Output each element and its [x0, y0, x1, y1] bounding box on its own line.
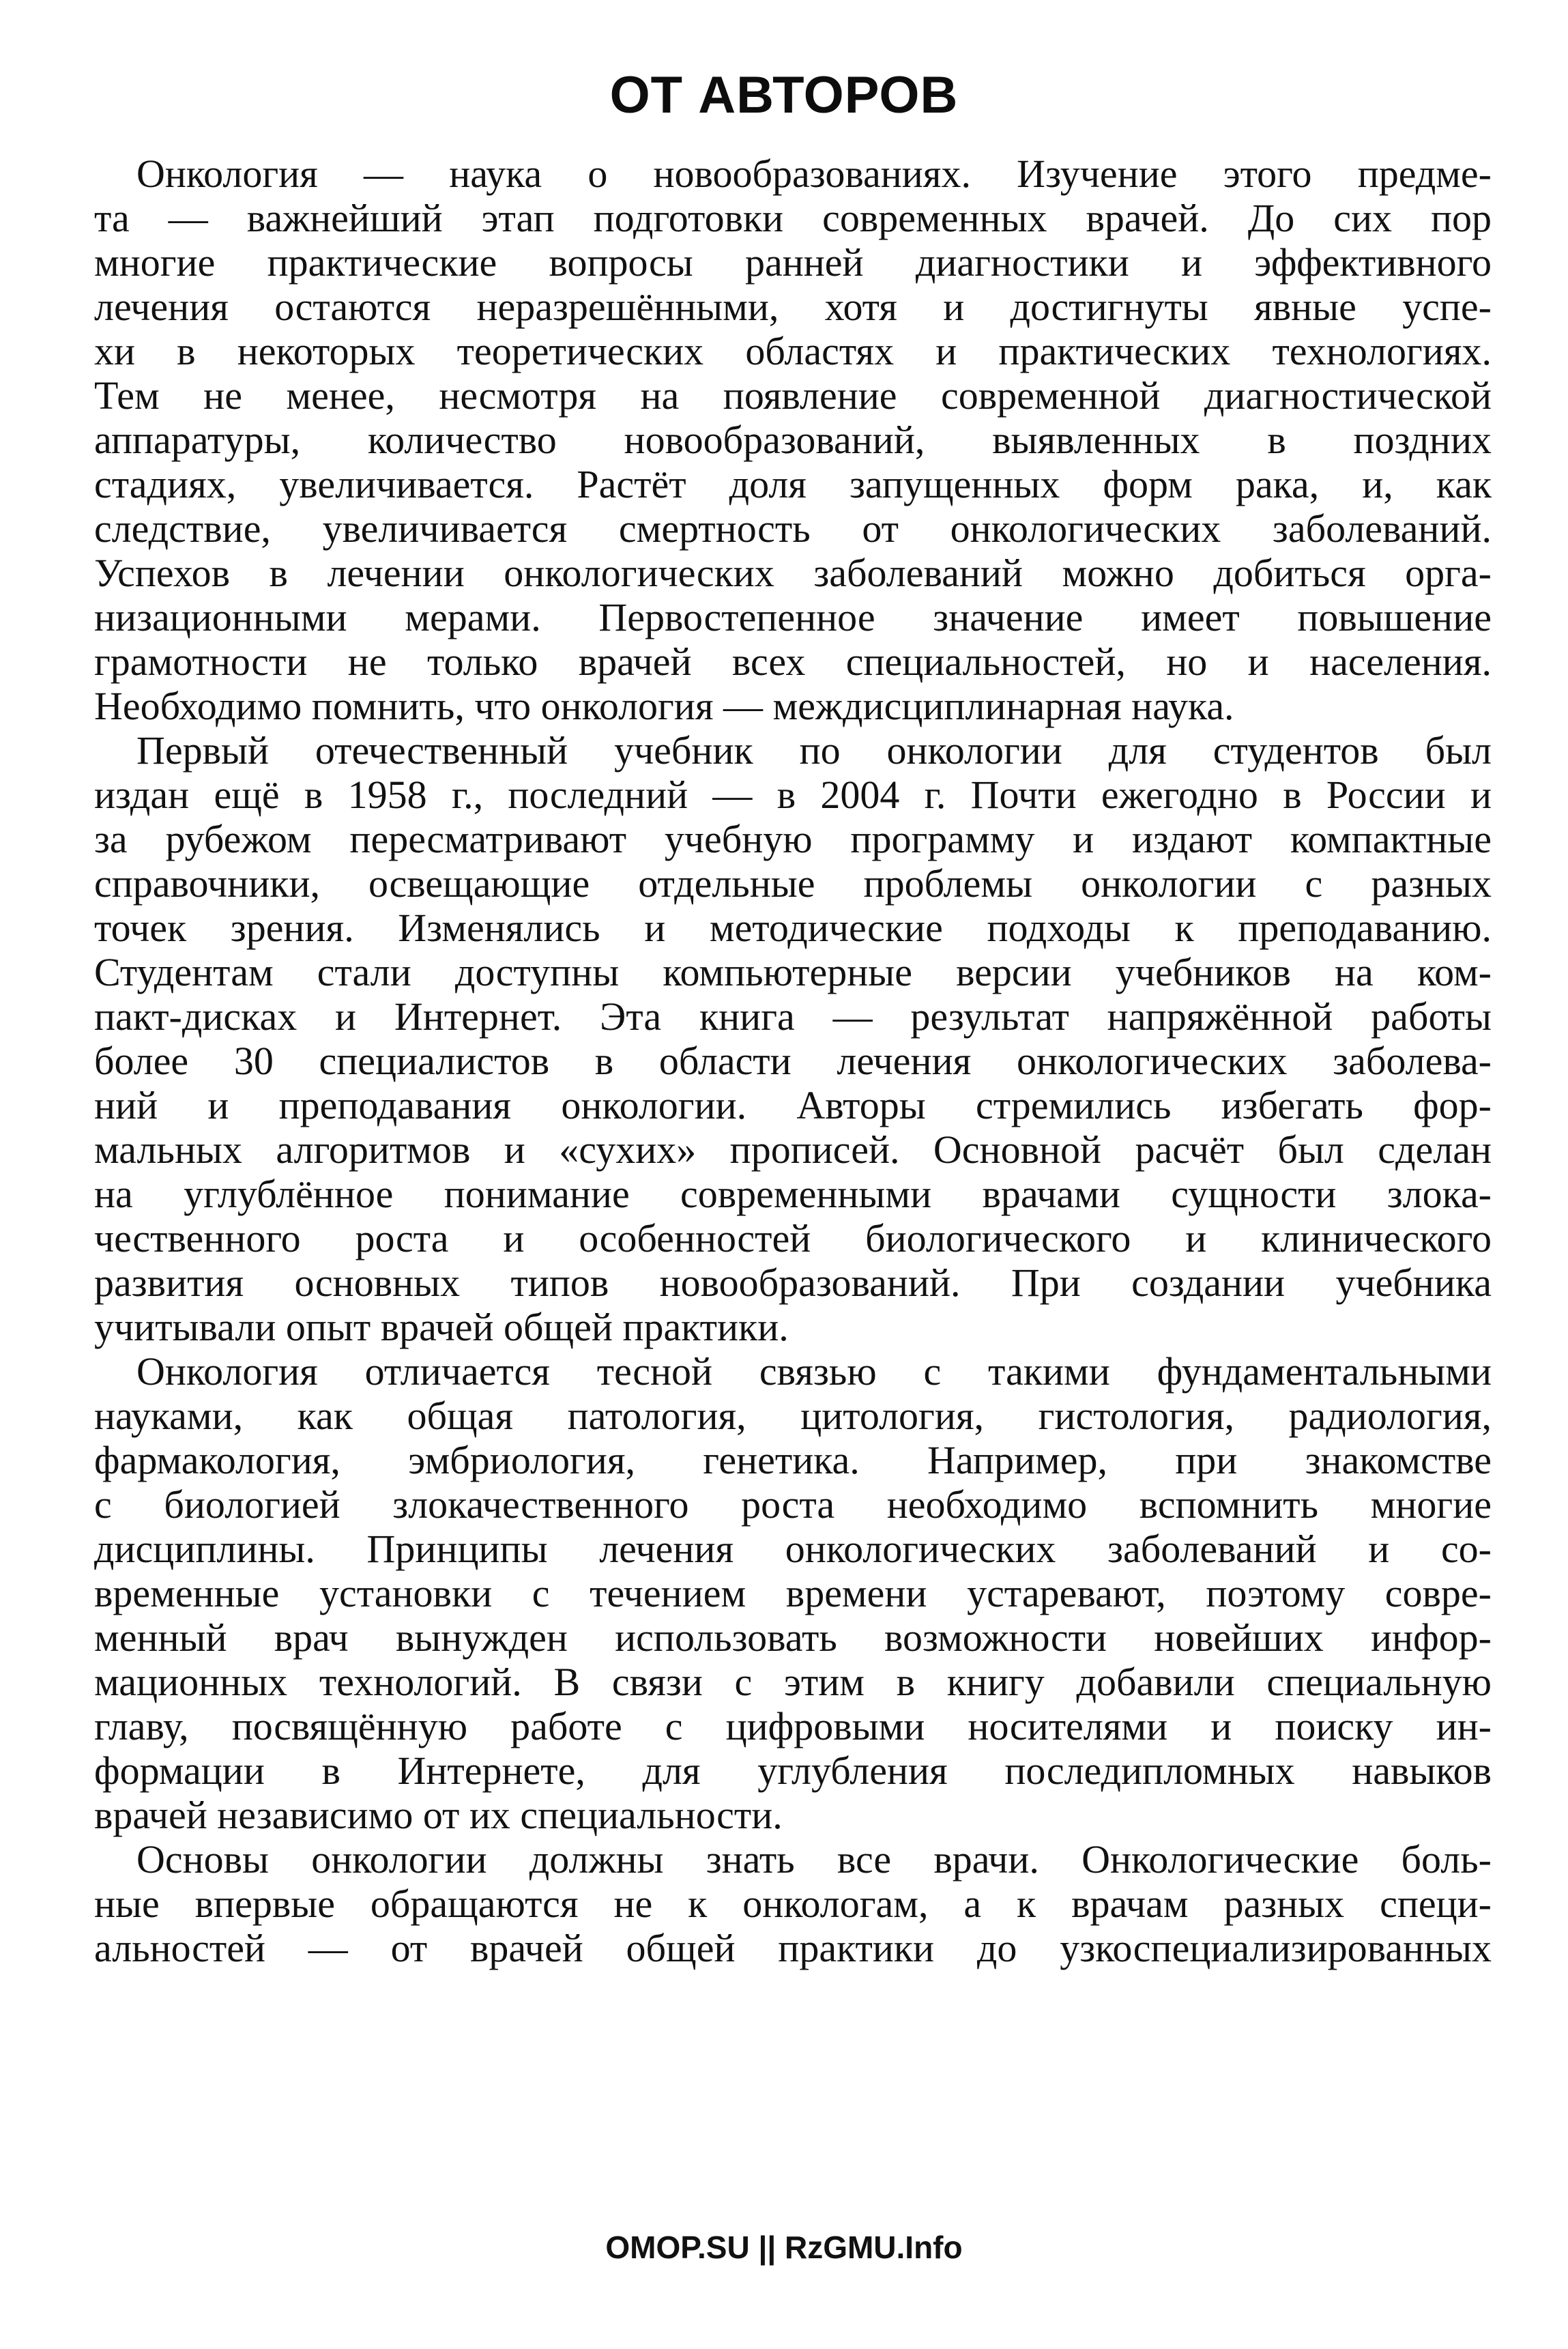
text-line: издан ещё в 1958 г., последний — в 2004 г. Почти ежегодно в России и — [94, 773, 1492, 817]
text-line: ные впервые обращаются не к онкологам, а к врачам разных специ- — [94, 1882, 1492, 1926]
text-line: на углублённое понимание современными врачами сущности злока- — [94, 1172, 1492, 1216]
text-line: хи в некоторых теоретических областях и практических технологиях. — [94, 329, 1492, 373]
text-line: дисциплины. Принципы лечения онкологических заболеваний и со- — [94, 1527, 1492, 1571]
text-line: ний и преподавания онкологии. Авторы стремились избегать фор- — [94, 1083, 1492, 1127]
text-line: Студентам стали доступны компьютерные версии учебников на ком- — [94, 950, 1492, 994]
text-line: Тем не менее, несмотря на появление современной диагностической — [94, 373, 1492, 418]
text-line: альностей — от врачей общей практики до узкоспециализированных — [94, 1926, 1492, 1970]
text-line: науками, как общая патология, цитология, гистология, радиология, — [94, 1394, 1492, 1438]
text-line: многие практические вопросы ранней диагностики и эффективного — [94, 240, 1492, 285]
text-line: аппаратуры, количество новообразований, выявленных в поздних — [94, 418, 1492, 462]
text-line: мальных алгоритмов и «сухих» прописей. Основной расчёт был сделан — [94, 1127, 1492, 1172]
paragraph — [94, 1837, 1492, 1970]
text-line: Основы онкологии должны знать все врачи. Онкологические боль- — [136, 1837, 1492, 1882]
text-line: за рубежом пересматривают учебную программу и издают компактные — [94, 817, 1492, 861]
text-line: та — важнейший этап подготовки современных врачей. До сих пор — [94, 196, 1492, 240]
text-line: стадиях, увеличивается. Растёт доля запущенных форм рака, и, как — [94, 462, 1492, 506]
text-line: пакт-дисках и Интернет. Эта книга — результат напряжённой работы — [94, 994, 1492, 1039]
text-line: низационными мерами. Первостепенное значение имеет повышение — [94, 595, 1492, 639]
text-line: лечения остаются неразрешёнными, хотя и достигнуты явные успе- — [94, 285, 1492, 329]
text-line: врачей независимо от их специальности. — [94, 1793, 783, 1837]
text-line: Необходимо помнить, что онкология — междисциплинарная наука. — [94, 684, 1234, 728]
text-line: развития основных типов новообразований. При создании учебника — [94, 1260, 1492, 1305]
text-line: менный врач вынужден использовать возможности новейших инфор- — [94, 1615, 1492, 1660]
paragraph — [94, 728, 1492, 1349]
text-line: следствие, увеличивается смертность от онкологических заболеваний. — [94, 506, 1492, 551]
text-line: Онкология отличается тесной связью с такими фундаментальными — [136, 1349, 1492, 1394]
text-line: формации в Интернете, для углубления последипломных навыков — [94, 1748, 1492, 1793]
text-line: Успехов в лечении онкологических заболеваний можно добиться орга- — [94, 551, 1492, 595]
paragraph — [94, 1349, 1492, 1837]
text-line: мационных технологий. В связи с этим в книгу добавили специальную — [94, 1660, 1492, 1704]
text-line: Онкология — наука о новообразованиях. Изучение этого предме- — [136, 152, 1492, 196]
text-line: чественного роста и особенностей биологического и клинического — [94, 1216, 1492, 1260]
text-line: справочники, освещающие отдельные проблемы онкологии с разных — [94, 861, 1492, 906]
text-line: с биологией злокачественного роста необходимо вспомнить многие — [94, 1482, 1492, 1527]
text-line: главу, посвящённую работе с цифровыми носителями и поиску ин- — [94, 1704, 1492, 1748]
footer-watermark: OMOP.SU || RzGMU.Info — [605, 2230, 963, 2265]
text-line: точек зрения. Изменялись и методические подходы к преподаванию. — [94, 906, 1492, 950]
text-line: учитывали опыт врачей общей практики. — [94, 1305, 789, 1349]
text-line: фармакология, эмбриология, генетика. Например, при знакомстве — [94, 1438, 1492, 1482]
body-text — [94, 152, 1492, 1970]
text-line: более 30 специалистов в области лечения онкологических заболева- — [94, 1039, 1492, 1083]
paragraph — [94, 152, 1492, 728]
text-line: Первый отечественный учебник по онкологии для студентов был — [136, 728, 1492, 773]
text-line: грамотности не только врачей всех специальностей, но и населения. — [94, 639, 1492, 684]
text-line: временные установки с течением времени устаревают, поэтому совре- — [94, 1571, 1492, 1615]
page-title: ОТ АВТОРОВ — [609, 66, 959, 124]
